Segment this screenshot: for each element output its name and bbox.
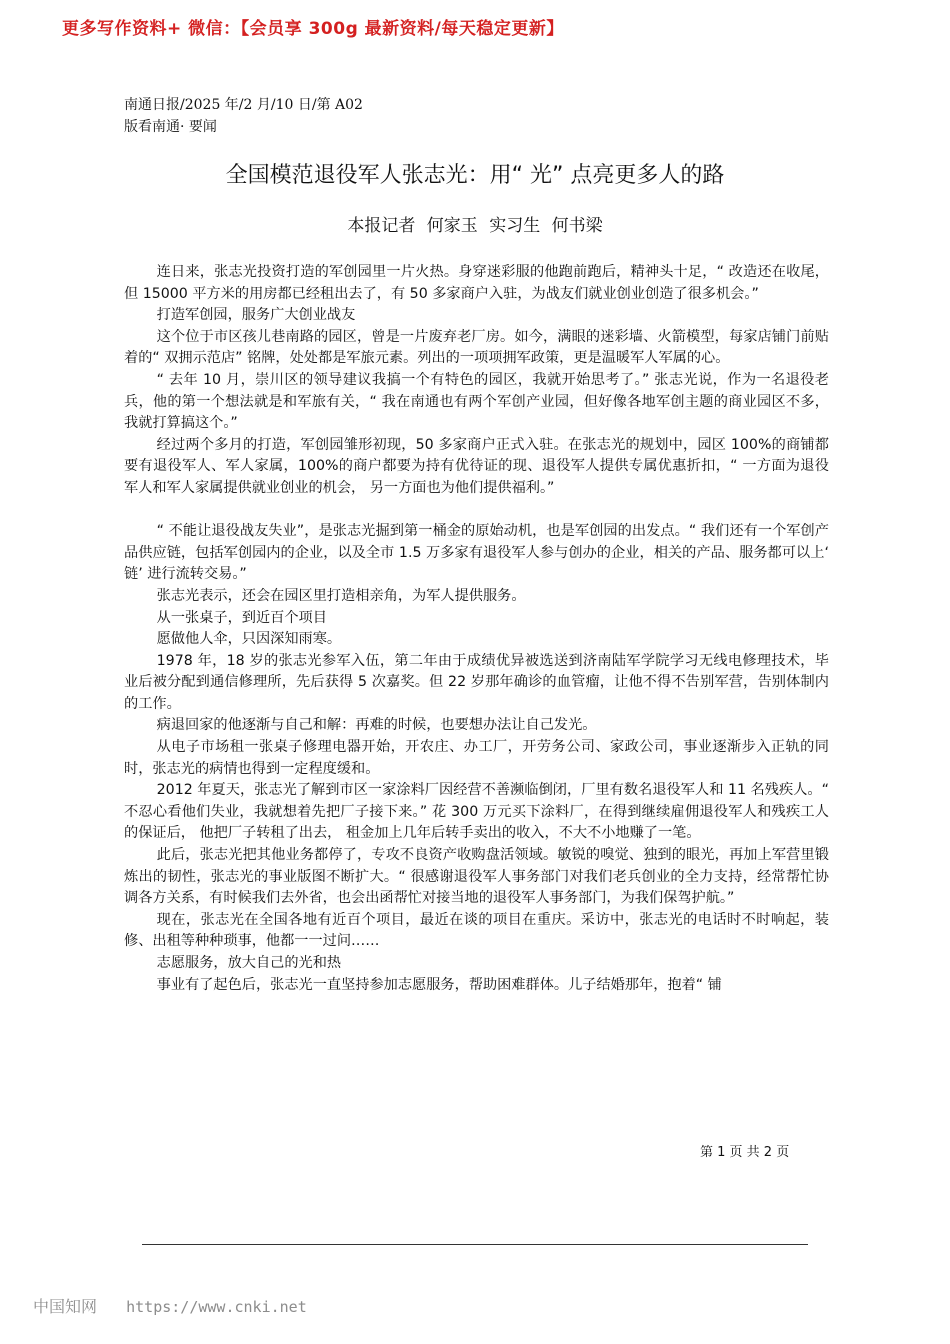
footer-divider	[142, 1244, 808, 1245]
source-line-1: 南通日报/2025 年/2 月/10 日/第 A02	[124, 97, 363, 113]
source-line-2: 版看南通· 要闻	[124, 119, 217, 135]
article-paragraph: 从一张桌子，到近百个项目	[156, 609, 327, 626]
article-paragraph: “ 去年 10 月，崇川区的领导建议我搞一个有特色的园区，我就开始思考了。” 张志光说，作为一名退役老兵，他的第一个想法就是和军旅有关，“ 我在南通也有两个军创产业园，但好像各地军创主题的商业园区不多，我就打算搞这个。”	[124, 371, 829, 432]
page-number: 第 1 页 共 2 页	[700, 1145, 790, 1160]
article-title: 全国模范退役军人张志光：用“ 光” 点亮更多人的路	[225, 163, 725, 188]
source-info	[124, 94, 363, 138]
article-paragraph: 连日来，张志光投资打造的军创园里一片火热。身穿迷彩服的他跑前跑后，精神头十足，“ 改造还在收尾，但 15000 平方米的用房都已经租出去了，有 50 多家商户入驻，为战友们就业创业创造了很多机会。”	[124, 264, 829, 302]
article-body	[124, 262, 829, 996]
article-paragraph: 事业有了起色后，张志光一直坚持参加志愿服务，帮助困难群体。儿子结婚那年，抱着“ 铺	[156, 976, 722, 993]
article-paragraph: 1978 年，18 岁的张志光参军入伍，第二年由于成绩优异被选送到济南陆军学院学习无线电修理技术，毕业后被分配到通信修理所，先后获得 5 次嘉奖。但 22 岁那年确诊的血管瘤，让他不得不告别军营，告别体制内的工作。	[124, 652, 829, 712]
article-byline: 本报记者 何家玉 实习生 何书梁	[347, 216, 603, 236]
article-paragraph: 经过两个多月的打造，军创园雏形初现，50 多家商户正式入驻。在张志光的规划中，园区 100%的商铺都要有退役军人、军人家属，100%的商户都要为持有优待证的现、退役军人提供专属优惠折扣，“ 一方面为退役军人和军人家属提供就业创业的机会， 另一方面也为他们提供福利。”	[124, 436, 829, 496]
article-paragraph	[124, 500, 829, 522]
article-paragraph: 此后，张志光把其他业务都停了，专攻不良资产收购盘活领域。敏锐的嗅觉、独到的眼光，再加上军营里锻炼出的韧性，张志光的事业版图不断扩大。“ 很感谢退役军人事务部门对我们老兵创业的全力支持，经常帮忙协调各方关系，有时候我们去外省，也会出函帮忙对接当地的退役军人事务部门，为我们保驾护航。”	[124, 847, 829, 907]
cnki-url[interactable]: https://www.cnki.net	[126, 1298, 307, 1316]
article-paragraph: 这个位于市区孩儿巷南路的园区，曾是一片废弃老厂房。如今，满眼的迷彩墙、火箭模型，每家店铺门前贴着的“ 双拥示范店” 铭牌，处处都是军旅元素。列出的一项项拥军政策，更是温暖军人军属的心。	[124, 328, 829, 367]
article-paragraph: 现在，张志光在全国各地有近百个项目，最近在谈的项目在重庆。采访中，张志光的电话时不时响起，装修、出租等种种琐事，他都一一过问……	[124, 911, 829, 950]
article-paragraph: 张志光表示，还会在园区里打造相亲角，为军人提供服务。	[156, 587, 526, 604]
article-paragraph: 病退回家的他逐渐与自己和解：再难的时候，也要想办法让自己发光。	[156, 717, 597, 734]
page-footer	[33, 1294, 307, 1317]
promo-banner: 更多写作资料+ 微信：【会员享 300g 最新资料/每天稳定更新】	[62, 19, 564, 39]
article-paragraph: 2012 年夏天，张志光了解到市区一家涂料厂因经营不善濒临倒闭，厂里有数名退役军人和 11 名残疾人。“ 不忍心看他们失业，我就想着先把厂子接下来。” 花 300 万元买下涂料厂，在得到继续雇佣退役军人和残疾工人的保证后， 他把厂子转租了出去， 租金加上几年后转手卖出的收入，不大不小地赚了一笔。	[124, 782, 829, 842]
article-paragraph: 从电子市场租一张桌子修理电器开始，开农庄、办工厂，开劳务公司、家政公司，事业逐渐步入正轨的同时，张志光的病情也得到一定程度缓和。	[124, 739, 829, 777]
article-paragraph: 志愿服务，放大自己的光和热	[156, 955, 342, 971]
article-paragraph: “ 不能让退役战友失业”，是张志光掘到第一桶金的原始动机，也是军创园的出发点。“ 我们还有一个军创产品供应链，包括军创园内的企业，以及全市 1.5 万多家有退役军人参与创办的企业，相关的产品、服务都可以上‘ 链’ 进行流转交易。”	[124, 523, 829, 583]
article-paragraph: 愿做他人伞，只因深知雨寒。	[156, 631, 342, 648]
article-paragraph: 打造军创园，服务广大创业战友	[156, 307, 356, 324]
cnki-logo: 中国知网	[33, 1297, 98, 1316]
